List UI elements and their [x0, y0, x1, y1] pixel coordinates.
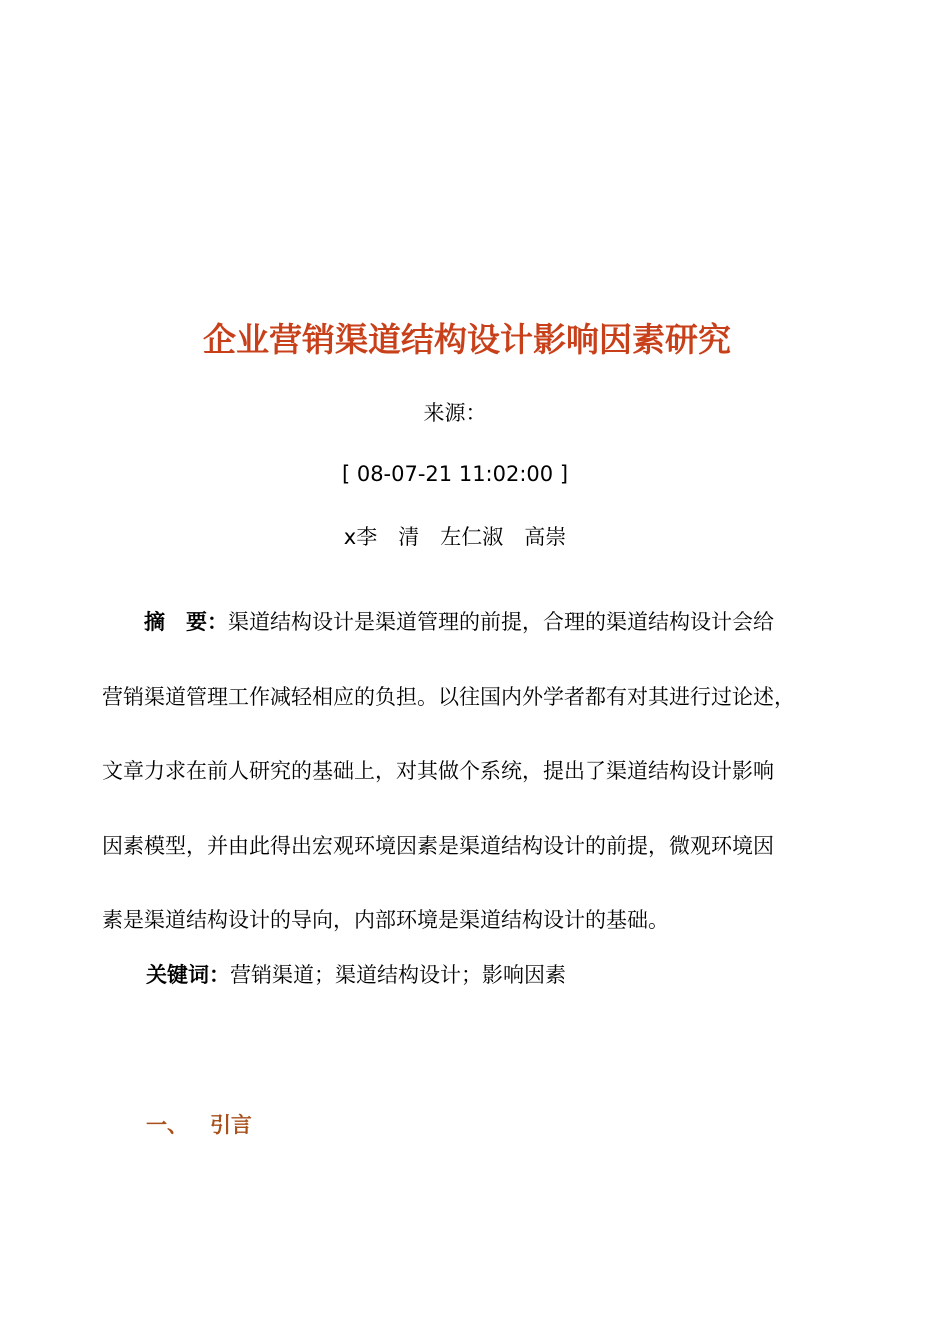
abstract-paragraph: [102, 585, 842, 958]
document-title: 企业营销渠道结构设计影响因素研究: [203, 320, 731, 359]
section-heading: [146, 1110, 252, 1140]
abstract-line: 文章力求在前人研究的基础上，对其做个系统，提出了渠道结构设计影响: [102, 759, 774, 783]
author-list: x李 清 左仁淑 高崇: [343, 525, 567, 549]
source-label: 来源：: [423, 401, 487, 425]
section-title: 引言: [209, 1113, 252, 1137]
section-number: 一、: [146, 1113, 188, 1137]
publish-date: [ 08-07-21 11:02:00 ]: [341, 462, 569, 486]
abstract-line: [102, 585, 842, 660]
keywords-label: 关键词：: [146, 963, 230, 987]
abstract-line: 因素模型，并由此得出宏观环境因素是渠道结构设计的前提，微观环境因: [102, 833, 774, 858]
abstract-label: 摘 要：: [144, 610, 228, 634]
abstract-text: 渠道结构设计是渠道管理的前提，合理的渠道结构设计会给: [228, 610, 774, 634]
abstract-line: 营销渠道管理工作减轻相应的负担。以往国内外学者都有对其进行过论述，: [102, 684, 795, 709]
keywords-text: 营销渠道；渠道结构设计；影响因素: [230, 963, 566, 987]
abstract-line: 素是渠道结构设计的导向，内部环境是渠道结构设计的基础。: [102, 908, 669, 932]
keywords-line: [146, 960, 566, 990]
